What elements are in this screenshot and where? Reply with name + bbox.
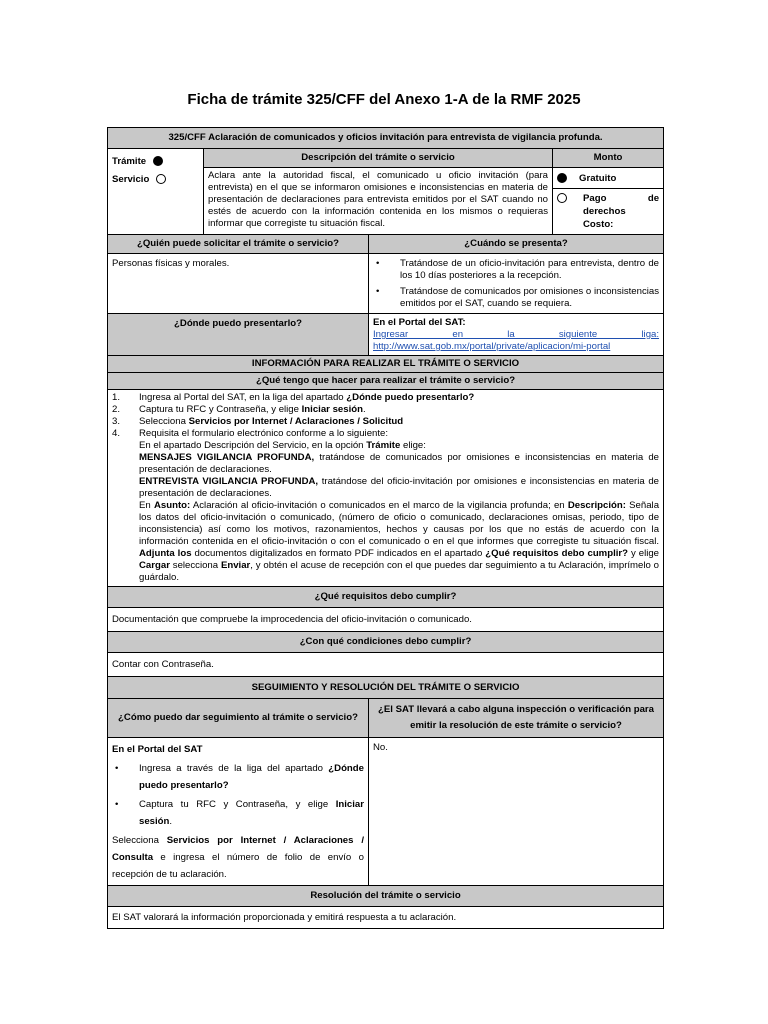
derechos-label: derechos [583,206,626,217]
pago-option[interactable] [553,189,663,234]
gratuito-option[interactable] [553,168,663,189]
monto-cell [553,168,664,235]
ficha-heading: 325/CFF Aclaración de comunicados y oficios invitación para entrevista de vigilancia profunda. [108,128,664,149]
requisitos-text: Documentación que compruebe la improcedencia del oficio-invitación o comunicado. [108,608,664,632]
donde-cell [369,314,664,356]
inspeccion-header: ¿El SAT llevará a cabo alguna inspección o verificación para emitir la resolución de este trámite o servicio? [369,699,664,738]
step-item: 1. Ingresa al Portal del SAT, en la liga del apartado ¿Dónde puedo presentarlo? [112,392,475,403]
step-item: 2. Captura tu RFC y Contraseña, y elige Iniciar sesión. [112,404,366,415]
gratuito-label: Gratuito [579,173,617,184]
tipo-cell [108,149,204,235]
seg-item: • Captura tu RFC y Contraseña, y elige Iniciar sesión. [112,796,364,830]
tramite-option[interactable] [112,153,199,171]
gratuito-radio-icon[interactable] [557,173,567,183]
resolucion-text: El SAT valorará la información proporcionada y emitirá respuesta a tu aclaración. [108,907,664,929]
portal-link[interactable]: Ingresar en la siguiente liga: http://www.sat.gob.mx/portal/private/aplicacion/mi-portal [373,329,660,352]
como-header: ¿Cómo puedo dar seguimiento al trámite o servicio? [108,699,369,738]
de-label: de [647,193,660,204]
condiciones-header: ¿Con qué condiciones debo cumplir? [108,632,664,653]
donde-header: ¿Dónde puedo presentarlo? [108,314,369,356]
servicio-label: Servicio [112,174,150,185]
cuando-cell [369,254,664,314]
tramite-radio-icon[interactable] [153,156,163,166]
step-item: 4. Requisita el formulario electrónico conforme a lo siguiente: [112,428,389,439]
page-title: Ficha de trámite 325/CFF del Anexo 1-A de la RMF 2025 [187,91,581,108]
ficha-table [107,127,664,929]
seg-item: • Ingresa a través de la liga del apartado ¿Dónde puedo presentarlo? [112,760,364,794]
quien-text: Personas físicas y morales. [108,254,369,314]
seguimiento-header: SEGUIMIENTO Y RESOLUCIÓN DEL TRÁMITE O SERVICIO [108,677,664,699]
tramite-label: Trámite [112,156,147,167]
pago-radio-icon[interactable] [557,193,567,203]
step4-detail: En el apartado Descripción del Servicio, en la opción Trámite elige: MENSAJES VIGILANCIA PROFUNDA, tratándose de comunicados por omisiones e inconsistencias en materia de presentación de declaraciones. ENTREVISTA VIGILANCIA PROFUNDA, tratándose del oficio-invitación por omisiones e inconsistencias en materia de presentación de declaraciones. En Asunto: Aclaración al oficio-invitación o comunicados en el marco de la vigilancia profunda; en Descripción: Señala los datos del oficio-invitación o comunicado, (número de oficio o comunicado, declaraciones omisas, periodo, tipo de inconsistencia) así como los motivos, razonamientos, hechos y causas por los que no estás de acuerdo con la información contenida en el oficio-invitación o con el comunicado o en el que informes que corregiste tu situación fiscal. Adjunta los documentos digitalizados en formato PDF indicados en el apartado ¿Qué requisitos debo cumplir? y elige Cargar selecciona Enviar, y obtén el acuse de recepción con el que puedes dar seguimiento a tu Aclaración, imprímelo o guárdalo. [139,440,660,583]
servicio-option[interactable] [112,171,199,189]
requisitos-header: ¿Qué requisitos debo cumplir? [108,587,664,608]
cuando-item: • Tratándose de un oficio-invitación para entrevista, dentro de los 10 días posteriores a la recepción. [373,258,659,282]
cuando-header: ¿Cuándo se presenta? [369,235,664,254]
steps-cell [108,390,664,587]
seguimiento-cell [108,738,369,886]
quien-header: ¿Quién puede solicitar el trámite o servicio? [108,235,369,254]
seg-selecciona: Selecciona Servicios por Internet / Aclaraciones / Consulta e ingresa el número de folio de envío o recepción de tu aclaración. [112,835,364,880]
que-hacer-header: ¿Qué tengo que hacer para realizar el trámite o servicio? [108,373,664,390]
monto-header: Monto [553,149,664,168]
descripcion-header: Descripción del trámite o servicio [204,149,553,168]
condiciones-text: Contar con Contraseña. [108,653,664,677]
servicio-radio-icon[interactable] [156,174,166,184]
pago-label: Pago [583,193,607,204]
info-header: INFORMACIÓN PARA REALIZAR EL TRÁMITE O SERVICIO [108,356,664,373]
resolucion-header: Resolución del trámite o servicio [108,886,664,907]
portal-label: En el Portal del SAT: [373,317,466,328]
seg-portal-label: En el Portal del SAT [112,744,203,755]
descripcion-text: Aclara ante la autoridad fiscal, el comunicado u oficio invitación (para entrevista) en el que se informaron omisiones e inconsistencias en materia de presentación de declaraciones para entrevista emitidos por el SAT cuando no estés de acuerdo con la información contenida en los mismos o requieras informar que corregiste tu situación fiscal. [204,168,553,235]
cuando-item: • Tratándose de comunicados por omisiones o inconsistencias emitidos por el SAT, cuando se requiera. [373,286,659,310]
inspeccion-text: No. [369,738,664,886]
costo-label: Costo: [583,219,614,230]
step-item: 3. Selecciona Servicios por Internet / Aclaraciones / Solicitud [112,416,404,427]
